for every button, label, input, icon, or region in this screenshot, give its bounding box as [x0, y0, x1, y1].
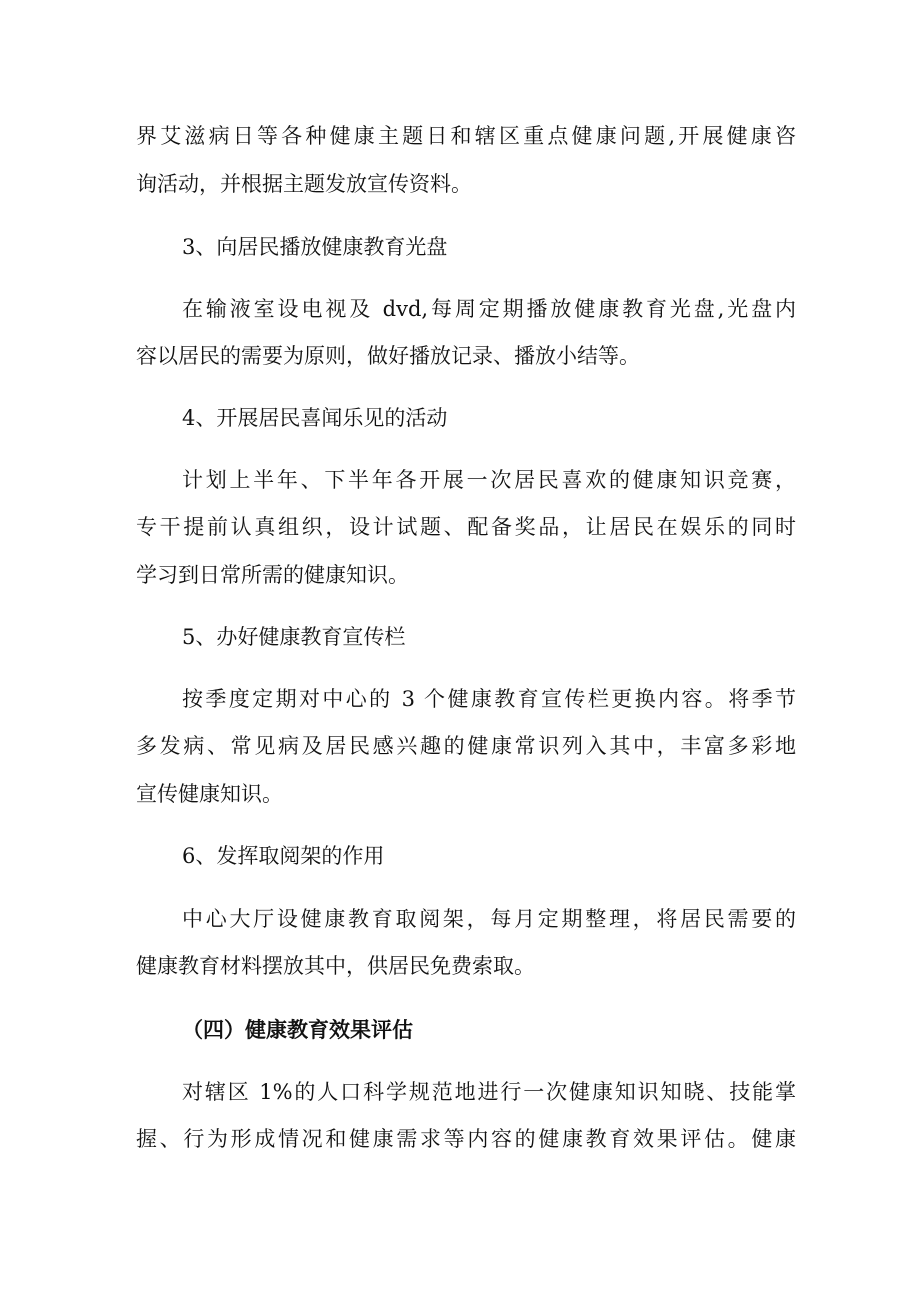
paragraph-line: 握、行为形成情况和健康需求等内容的健康教育效果评估。健康: [136, 1127, 796, 1151]
paragraph-line: 宣传健康知识。: [136, 782, 283, 806]
paragraph-line: 健康教育材料摆放其中，供居民免费索取。: [136, 954, 535, 978]
paragraph-line: 学习到日常所需的健康知识。: [136, 563, 409, 587]
item-heading-6: 6、发挥取阅架的作用: [182, 844, 385, 868]
paragraph-line: 计划上半年、下半年各开展一次居民喜欢的健康知识竞赛，: [182, 468, 796, 492]
item-heading-5: 5、办好健康教育宣传栏: [182, 625, 406, 649]
paragraph-line: 询活动，并根据主题发放宣传资料。: [136, 172, 472, 196]
item-heading-3: 3、向居民播放健康教育光盘: [182, 235, 448, 259]
paragraph-line: 中心大厅设健康教育取阅架，每月定期整理，将居民需要的: [182, 907, 796, 931]
paragraph-line: 专干提前认真组织，设计试题、配备奖品，让居民在娱乐的同时: [136, 515, 796, 539]
paragraph-line: 容以居民的需要为原则，做好播放记录、播放小结等。: [136, 344, 640, 368]
paragraph-line: 多发病、常见病及居民感兴趣的健康常识列入其中，丰富多彩地: [136, 734, 796, 758]
section-heading: （四）健康教育效果评估: [182, 1018, 413, 1042]
paragraph-line: 对辖区 1%的人口科学规范地进行一次健康知识知晓、技能掌: [182, 1080, 796, 1104]
paragraph-line: 界艾滋病日等各种健康主题日和辖区重点健康问题,开展健康咨: [136, 124, 796, 148]
paragraph-line: 在输液室设电视及 dvd,每周定期播放健康教育光盘,光盘内: [182, 297, 796, 321]
paragraph-line: 按季度定期对中心的 3 个健康教育宣传栏更换内容。将季节: [182, 687, 796, 711]
item-heading-4: 4、开展居民喜闻乐见的活动: [182, 406, 448, 430]
